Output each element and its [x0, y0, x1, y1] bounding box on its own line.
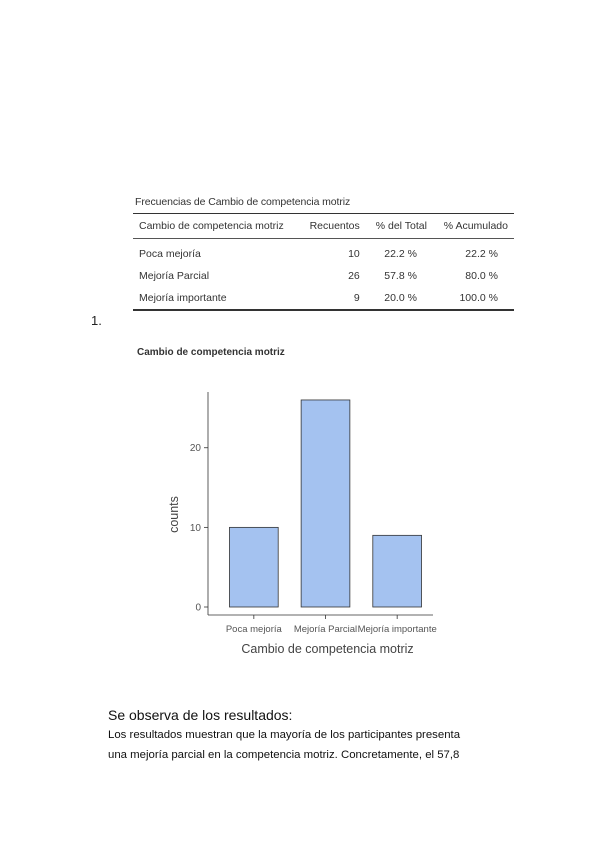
table-cell-category: Poca mejoría: [139, 248, 201, 260]
table-row: [133, 265, 514, 287]
column-header-percent-total: % del Total: [366, 214, 433, 239]
chart-bar: [301, 400, 350, 607]
table-cell-count: 10: [348, 248, 360, 260]
bars-layer: [229, 400, 421, 607]
y-tick-label: 20: [189, 443, 201, 455]
table-header-row: [133, 214, 514, 239]
y-axis-label: counts: [167, 496, 181, 533]
column-header-category: Cambio de competencia motriz: [133, 214, 300, 239]
table-cell-percent-cumulative: 22.2 %: [465, 248, 498, 260]
chart-bar: [229, 527, 278, 607]
table-cell-category: Mejoría Parcial: [139, 270, 210, 282]
table-cell-category: Mejoría importante: [139, 292, 227, 304]
table-cell-percent-cumulative: 80.0 %: [465, 270, 498, 282]
table-row: [133, 287, 514, 310]
table-cell-percent-cumulative: 100.0 %: [459, 292, 498, 304]
table-cell-percent-total: 57.8 %: [384, 270, 417, 282]
y-tick-label: 10: [189, 522, 201, 534]
paragraph-line: una mejoría parcial en la competencia motriz. Concretamente, el 57,8: [108, 749, 460, 761]
table-cell-count: 9: [353, 292, 360, 304]
column-header-percent-cumulative: % Acumulado: [433, 214, 514, 239]
table-cell-percent-total: 22.2 %: [384, 248, 417, 260]
table-cell-count: 26: [348, 270, 360, 282]
results-paragraph: [108, 725, 528, 765]
x-tick-label: Poca mejoría: [225, 624, 282, 635]
frequency-table-block: [133, 196, 514, 311]
table-row: [133, 239, 514, 266]
chart-canvas: [130, 340, 450, 665]
table-cell-percent-total: 20.0 %: [384, 292, 417, 304]
list-number: 1.: [91, 313, 102, 328]
y-tick-label: 0: [195, 602, 201, 614]
column-header-counts: Recuentos: [300, 214, 366, 239]
results-heading: Se observa de los resultados:: [108, 707, 293, 723]
x-tick-label: Mejoría Parcial: [293, 624, 358, 635]
chart-title: Cambio de competencia motriz: [137, 347, 285, 358]
table-caption: Frecuencias de Cambio de competencia motriz: [135, 196, 351, 208]
x-axis-label: Cambio de competencia motriz: [241, 642, 414, 656]
paragraph-line: Los resultados muestran que la mayoría de los participantes presenta: [108, 729, 461, 741]
frequency-table: [133, 213, 514, 311]
x-tick-label: Mejoría importante: [357, 624, 437, 635]
chart-bar: [373, 535, 422, 607]
bar-chart: [130, 340, 450, 665]
